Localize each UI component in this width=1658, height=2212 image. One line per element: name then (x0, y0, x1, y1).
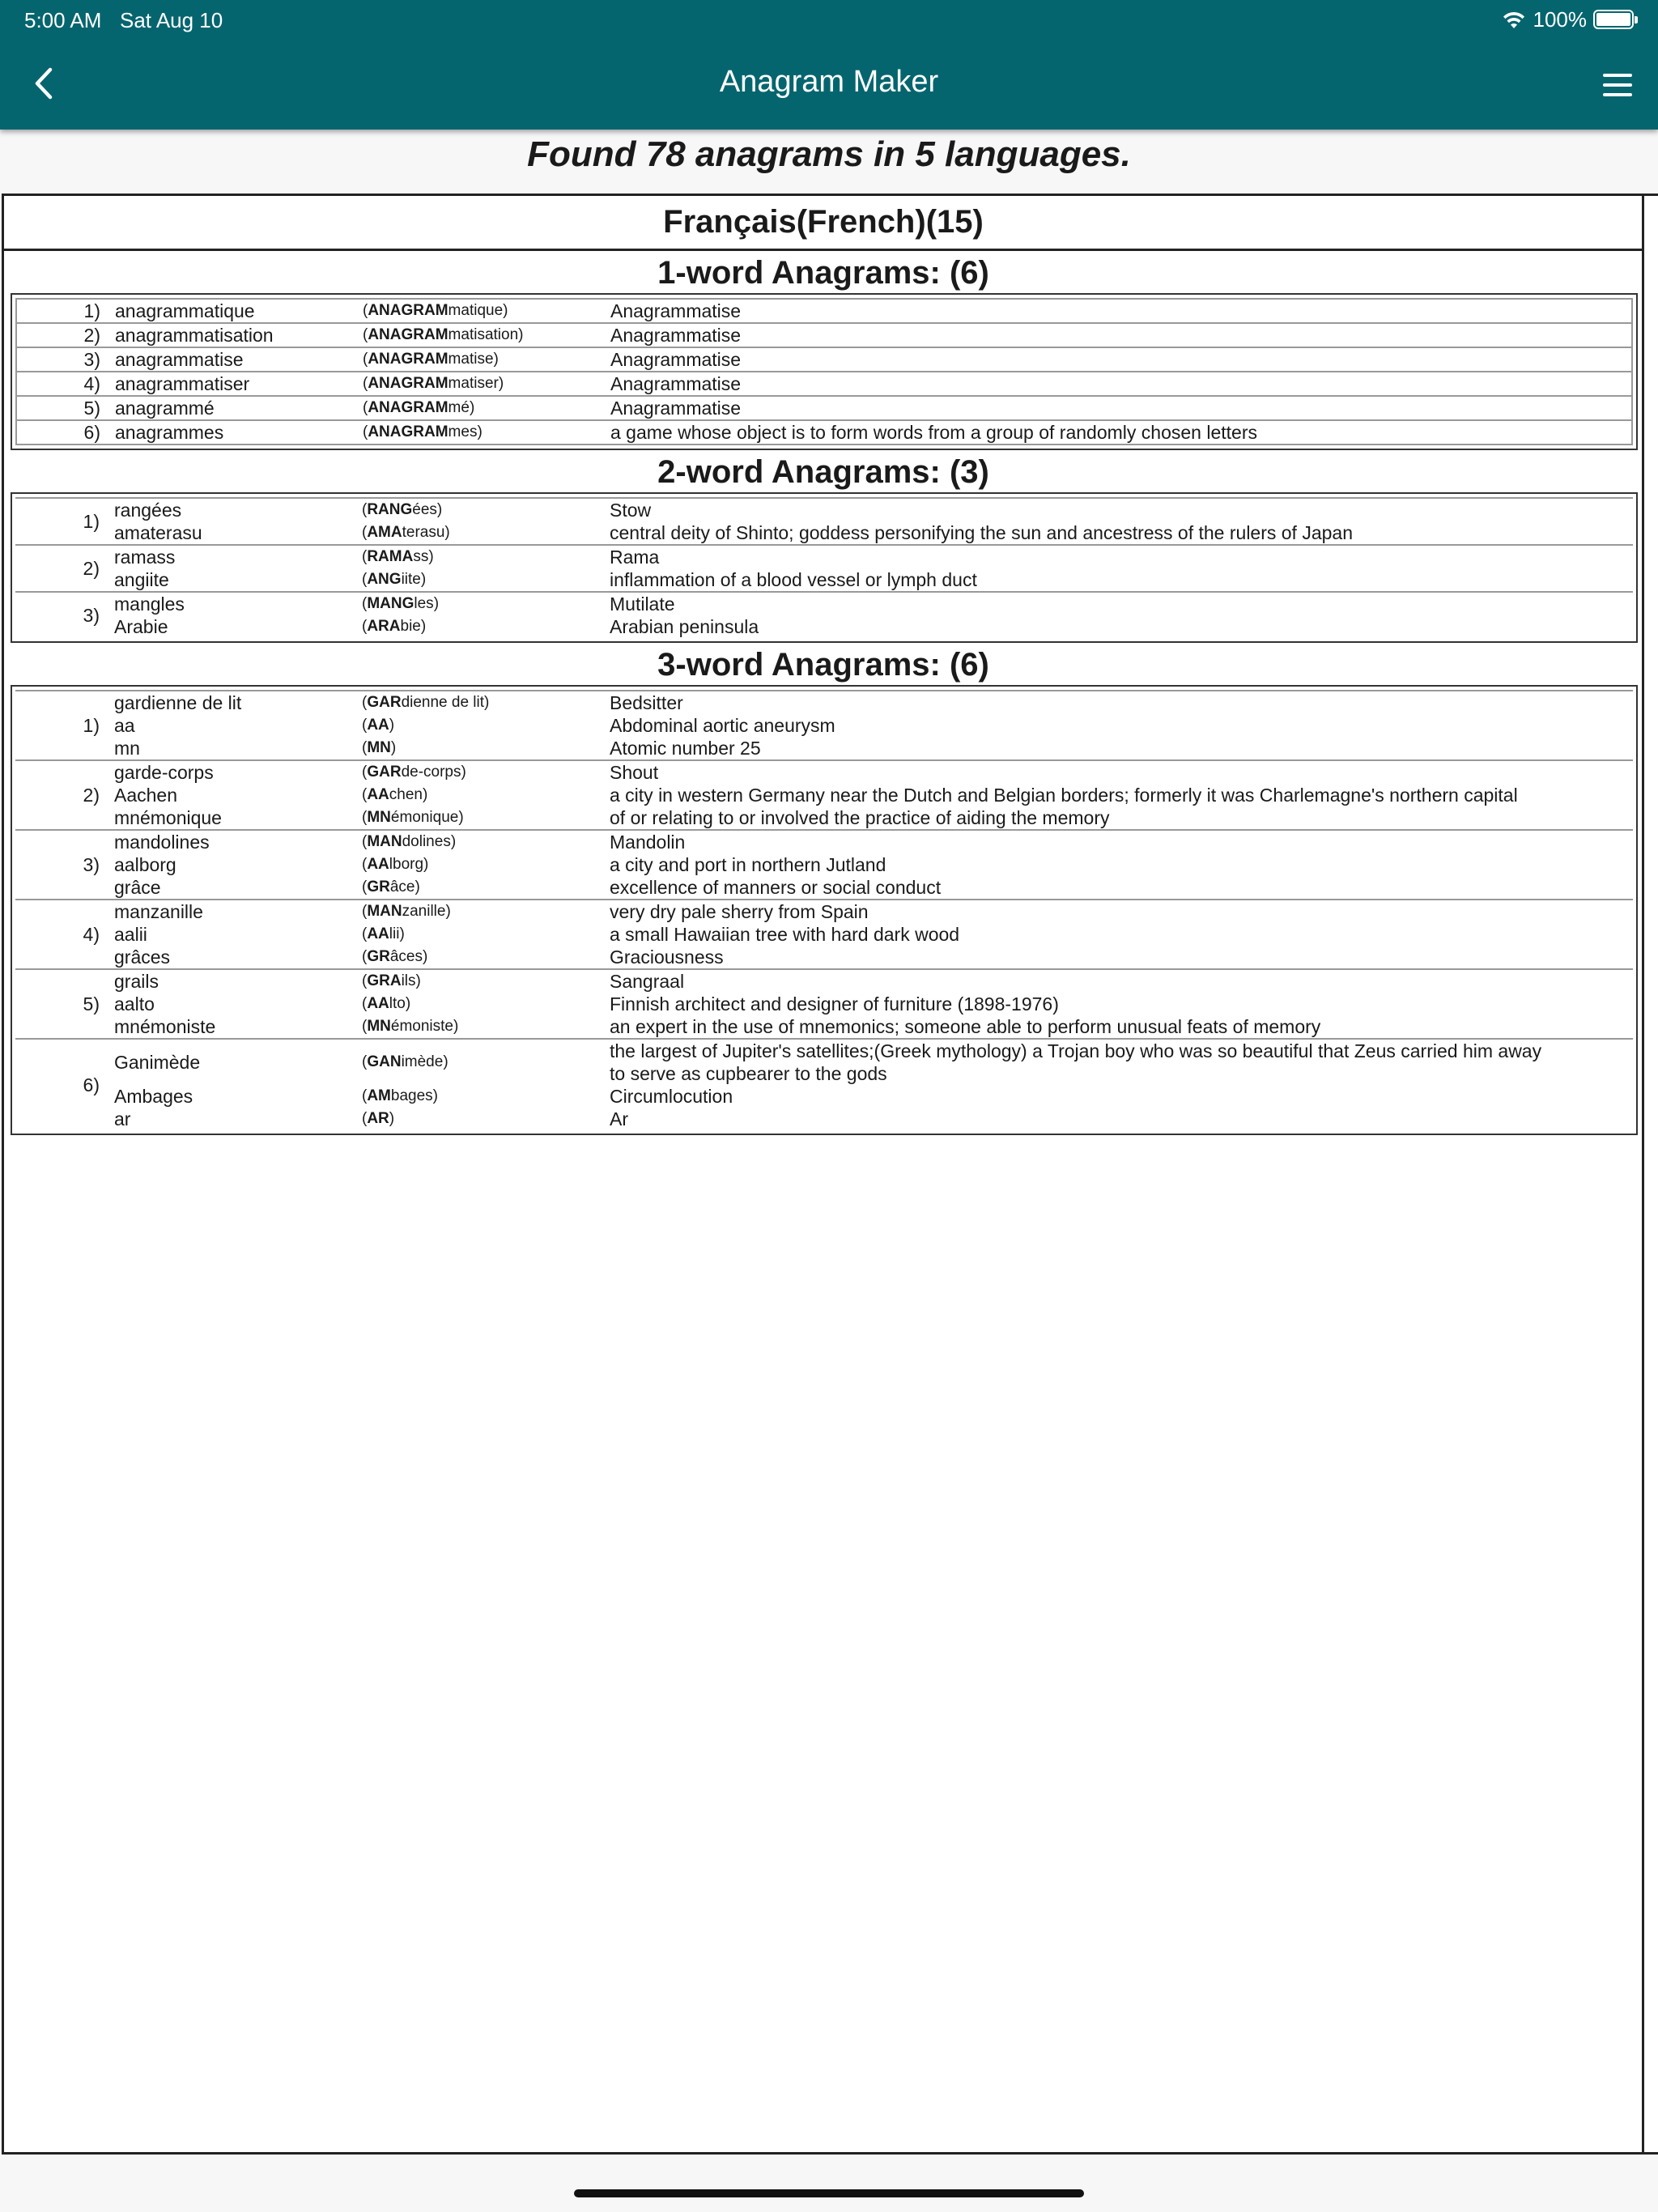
matched-letters: GAR (367, 764, 402, 781)
matched-letters: AA (367, 717, 389, 734)
letter-pattern: (ANAGRAMmatique) (363, 302, 508, 319)
status-indicators (1501, 6, 1635, 32)
anagram-word: mangles (114, 592, 362, 615)
letter-pattern: (GRâces) (362, 948, 428, 965)
next-language-panel-edge[interactable] (1642, 194, 1658, 2155)
anagram-row[interactable] (16, 299, 1632, 323)
definition: Anagrammatise (610, 325, 742, 346)
home-indicator[interactable] (574, 2189, 1084, 2197)
letter-pattern: (MANdolines) (362, 830, 610, 853)
anagram-table-1-word (15, 298, 1633, 445)
letter-pattern: (ANAGRAMmatise) (363, 351, 499, 368)
letter-pattern: (AA) (362, 717, 395, 734)
anagram-word: anagrammé (115, 398, 215, 419)
definition: very dry pale sherry from Spain (610, 900, 1633, 923)
matched-letters: MAN (367, 833, 402, 850)
anagram-word: manzanille (114, 900, 362, 923)
status-date: Sat Aug 10 (120, 8, 223, 32)
matched-letters: ANAGRAM (368, 423, 449, 440)
anagram-row[interactable] (15, 993, 1633, 1015)
remaining-letters: de-corps (401, 764, 461, 781)
definition: a city in western Germany near the Dutch and Belgian borders; formerly it was Charlemagne's northern capital (610, 785, 1518, 806)
letter-pattern: (AAchen) (362, 786, 428, 803)
battery-icon (1593, 10, 1634, 29)
definition: Anagrammatise (610, 300, 742, 321)
matched-letters: AM (367, 1087, 391, 1104)
remaining-letters: ss (413, 548, 429, 565)
matched-letters: AA (367, 925, 389, 942)
definition: Graciousness (610, 946, 724, 968)
anagram-row[interactable] (15, 1108, 1633, 1130)
remaining-letters: matique (448, 302, 504, 319)
letter-pattern: (ANAGRAMmatisation) (363, 326, 524, 343)
anagram-row[interactable] (16, 396, 1632, 420)
letter-pattern: (ANGiite) (362, 571, 427, 588)
letter-pattern: (AMbages) (362, 1087, 438, 1104)
definition: Anagrammatise (610, 349, 742, 370)
letter-pattern: (GARdienne de lit) (362, 691, 610, 714)
anagram-word: grails (114, 969, 362, 993)
row-number: 2) (15, 760, 114, 830)
row-number: 3) (15, 830, 114, 900)
matched-letters: MAN (367, 903, 402, 920)
anagram-word: gardienne de lit (114, 691, 362, 714)
definition: Finnish architect and designer of furniture (1898-1976) (610, 993, 1059, 1015)
anagram-group-1-word (11, 293, 1638, 450)
matched-letters: GR (367, 878, 390, 895)
letter-pattern: (AAlii) (362, 925, 405, 942)
definition: the largest of Jupiter's satellites;(Greek mythology) a Trojan boy who was so beautiful that Zeus carried him away to serve as cupbearer to the gods (610, 1039, 1633, 1085)
anagram-group-3-word (11, 685, 1638, 1135)
language-panel-french (2, 194, 1645, 2155)
anagram-row[interactable] (15, 853, 1633, 876)
letter-pattern: (GANimède) (362, 1039, 610, 1085)
letter-pattern: (GARde-corps) (362, 760, 610, 784)
section-title-2-word: 2-word Anagrams: (3) (657, 454, 989, 490)
remaining-letters: ées (412, 501, 437, 518)
remaining-letters: imède (401, 1053, 444, 1070)
definition: a game whose object is to form words from a group of randomly chosen letters (610, 422, 1257, 443)
anagram-row[interactable] (15, 969, 1633, 993)
definition: Rama (610, 545, 1633, 568)
matched-letters: ANAGRAM (368, 326, 449, 343)
letter-pattern: (AR) (362, 1110, 395, 1127)
remaining-letters: iite (401, 571, 421, 588)
definition: Stow (610, 498, 1633, 521)
anagram-row[interactable] (15, 830, 1633, 853)
remaining-letters: zanille (402, 903, 446, 920)
row-number: 6) (15, 1039, 114, 1130)
remaining-letters: terasu (402, 524, 445, 541)
anagram-row[interactable] (15, 784, 1633, 806)
letter-pattern: (AAlto) (362, 995, 411, 1012)
anagram-row[interactable] (15, 521, 1633, 545)
anagram-word: grâce (114, 877, 161, 898)
letter-pattern: (MNémonique) (362, 809, 464, 826)
definition: Abdominal aortic aneurysm (610, 715, 835, 736)
remaining-letters: dolines (402, 833, 451, 850)
remaining-letters: émonique (390, 809, 459, 826)
anagram-word: Arabie (114, 616, 168, 637)
anagram-word: anagrammatiser (115, 373, 250, 394)
row-number: 1) (15, 691, 114, 760)
remaining-letters: mé (448, 399, 470, 416)
matched-letters: GAR (367, 694, 402, 711)
definition: inflammation of a blood vessel or lymph duct (610, 569, 977, 590)
letter-pattern: (AAlborg) (362, 856, 429, 873)
definition: Circumlocution (610, 1086, 733, 1107)
app-bar (0, 0, 1658, 130)
anagram-word: Ambages (114, 1086, 193, 1107)
remaining-letters: émoniste (390, 1018, 453, 1035)
remaining-letters: lborg (389, 856, 424, 873)
matched-letters: GAN (367, 1053, 402, 1070)
matched-letters: MN (367, 1018, 391, 1035)
anagram-row[interactable] (15, 760, 1633, 784)
matched-letters: ANAGRAM (368, 375, 449, 392)
anagram-row[interactable] (15, 498, 1633, 521)
definition: an expert in the use of mnemonics; someone able to perform unusual feats of memory (610, 1016, 1321, 1037)
anagram-row[interactable] (15, 876, 1633, 900)
anagram-row[interactable] (16, 347, 1632, 372)
row-number: 3) (15, 592, 114, 638)
status-time: 5:00 AM (24, 8, 102, 32)
anagram-row[interactable] (15, 1039, 1633, 1085)
anagram-row[interactable] (15, 714, 1633, 737)
anagram-row[interactable] (15, 806, 1633, 830)
app-title: Anagram Maker (719, 65, 939, 99)
letter-pattern: (ARAbie) (362, 618, 427, 635)
anagram-row[interactable] (15, 923, 1633, 946)
anagram-row[interactable] (15, 592, 1633, 615)
language-header: Français(French)(15) (4, 196, 1643, 251)
anagram-word: rangées (114, 498, 362, 521)
remaining-letters: âce (389, 878, 415, 895)
anagram-word: aa (114, 715, 135, 736)
row-number: 3) (83, 349, 100, 370)
anagram-word: aalii (114, 924, 147, 945)
menu-button[interactable] (1598, 66, 1637, 104)
matched-letters: AR (367, 1110, 389, 1127)
anagram-word: ar (114, 1108, 131, 1129)
remaining-letters: bages (390, 1087, 433, 1104)
letter-pattern: (ANAGRAMmé) (363, 399, 475, 416)
letter-pattern: (MANzanille) (362, 900, 610, 923)
letter-pattern: (MN) (362, 739, 397, 756)
anagram-word: anagrammes (115, 422, 224, 443)
letter-pattern: (RANGées) (362, 498, 610, 521)
anagram-word: mandolines (114, 830, 362, 853)
anagram-word: amaterasu (114, 522, 202, 543)
battery-percent: 100% (1533, 6, 1587, 32)
anagram-row[interactable] (15, 1085, 1633, 1108)
definition: Atomic number 25 (610, 738, 761, 759)
anagram-word: aalto (114, 993, 155, 1015)
anagram-row[interactable] (15, 691, 1633, 714)
anagram-row[interactable] (15, 545, 1633, 568)
definition: central deity of Shinto; goddess personifying the sun and ancestress of the rulers of Japan (610, 522, 1354, 543)
definition: Ar (610, 1108, 628, 1129)
anagram-word: Ganimède (114, 1039, 362, 1085)
anagram-word: anagrammatique (115, 300, 255, 321)
row-number: 2) (15, 545, 114, 592)
remaining-letters: lto (389, 995, 406, 1012)
matched-letters: AA (367, 995, 389, 1012)
anagram-table-3-word (15, 690, 1633, 1130)
anagram-word: angiite (114, 569, 169, 590)
remaining-letters: mes (448, 423, 478, 440)
matched-letters: RAMA (367, 548, 414, 565)
row-number: 5) (83, 398, 100, 419)
results-summary: Found 78 anagrams in 5 languages. (527, 134, 1131, 174)
anagram-word: ramass (114, 545, 362, 568)
letter-pattern: (RAMAss) (362, 545, 610, 568)
remaining-letters: âces (389, 948, 423, 965)
definition: Mandolin (610, 830, 1633, 853)
matched-letters: MANG (367, 595, 414, 612)
definition: Bedsitter (610, 691, 1633, 714)
remaining-letters: matiser (448, 375, 499, 392)
anagram-group-2-word (11, 492, 1638, 643)
matched-letters: MN (367, 809, 391, 826)
section-title-1-word: 1-word Anagrams: (6) (657, 255, 989, 291)
anagram-row[interactable] (15, 737, 1633, 760)
anagram-word: mn (114, 738, 140, 759)
definition: Sangraal (610, 969, 1633, 993)
anagram-row[interactable] (15, 615, 1633, 638)
row-number: 4) (15, 900, 114, 969)
remaining-letters: les (414, 595, 434, 612)
definition: Anagrammatise (610, 373, 742, 394)
anagram-word: anagrammatisation (115, 325, 274, 346)
matched-letters: AA (367, 856, 389, 873)
letter-pattern: (GRAils) (362, 969, 610, 993)
anagram-row[interactable] (15, 946, 1633, 969)
anagram-row[interactable] (15, 568, 1633, 592)
anagram-row[interactable] (16, 323, 1632, 347)
anagram-table-2-word (15, 497, 1633, 638)
letter-pattern: (MNémoniste) (362, 1018, 459, 1035)
matched-letters: ANAGRAM (368, 302, 449, 319)
row-number: 1) (15, 498, 114, 545)
definition: of or relating to or involved the practice of aiding the memory (610, 807, 1110, 828)
section-title-3-word: 3-word Anagrams: (6) (657, 647, 989, 683)
matched-letters: RANG (367, 501, 413, 518)
anagram-row[interactable] (15, 900, 1633, 923)
letter-pattern: (MANGles) (362, 592, 610, 615)
matched-letters: AA (367, 786, 389, 803)
matched-letters: ARA (367, 618, 401, 635)
matched-letters: GR (367, 948, 390, 965)
row-number: 4) (83, 373, 100, 394)
anagram-row[interactable] (16, 420, 1632, 445)
row-number: 2) (83, 325, 100, 346)
remaining-letters: bie (400, 618, 421, 635)
row-number: 6) (83, 422, 100, 443)
remaining-letters: ils (401, 972, 416, 989)
hamburger-menu-icon (1598, 66, 1637, 104)
remaining-letters: matisation (448, 326, 519, 343)
row-number: 1) (83, 300, 100, 321)
anagram-word: grâces (114, 946, 171, 968)
matched-letters: ANG (367, 571, 402, 588)
matched-letters: ANAGRAM (368, 399, 449, 416)
remaining-letters: matise (448, 351, 494, 368)
anagram-word: anagrammatise (115, 349, 244, 370)
anagram-word: Aachen (114, 785, 178, 806)
anagram-word: garde-corps (114, 760, 362, 784)
anagram-row[interactable] (16, 372, 1632, 396)
remaining-letters: chen (389, 786, 423, 803)
remaining-letters: dienne de lit (401, 694, 485, 711)
matched-letters: AMA (367, 524, 402, 541)
definition: Anagrammatise (610, 398, 742, 419)
letter-pattern: (AMAterasu) (362, 524, 450, 541)
anagram-word: aalborg (114, 854, 176, 875)
definition: Mutilate (610, 592, 1633, 615)
definition: a city and port in northern Jutland (610, 854, 886, 875)
anagram-row[interactable] (15, 1015, 1633, 1039)
letter-pattern: (ANAGRAMmatiser) (363, 375, 504, 392)
matched-letters: MN (367, 739, 391, 756)
letter-pattern: (GRâce) (362, 878, 420, 895)
definition: Shout (610, 760, 1633, 784)
definition: a small Hawaiian tree with hard dark wood (610, 924, 960, 945)
remaining-letters: lii (389, 925, 400, 942)
definition: excellence of manners or social conduct (610, 877, 942, 898)
anagram-word: mnémonique (114, 807, 222, 828)
matched-letters: ANAGRAM (368, 351, 449, 368)
definition: Arabian peninsula (610, 616, 759, 637)
anagram-word: mnémoniste (114, 1016, 216, 1037)
battery-level (1596, 13, 1630, 26)
letter-pattern: (ANAGRAMmes) (363, 423, 483, 440)
matched-letters: GRA (367, 972, 402, 989)
row-number: 5) (15, 969, 114, 1039)
wifi-icon (1501, 9, 1527, 30)
